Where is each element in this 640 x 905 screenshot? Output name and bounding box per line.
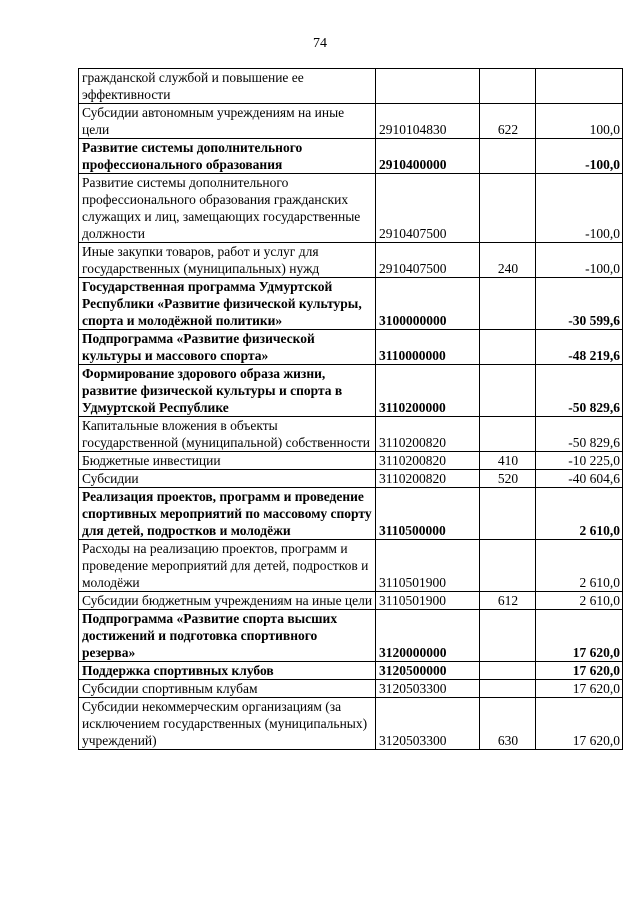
- table-row: [79, 452, 623, 470]
- row-expense-type-cell: [480, 662, 536, 680]
- row-code-cell: 3110200820: [376, 470, 480, 488]
- row-expense-type-cell: [480, 540, 536, 592]
- row-name-cell: гражданской службой и повышение ее эффективности: [79, 69, 376, 104]
- row-code-cell: 2910407500: [376, 174, 480, 243]
- row-expense-type-cell: 410: [480, 452, 536, 470]
- row-expense-type-cell: [480, 365, 536, 417]
- table-row: [79, 174, 623, 243]
- row-expense-type-cell: [480, 680, 536, 698]
- row-code-cell: 2910400000: [376, 139, 480, 174]
- row-expense-type-cell: [480, 174, 536, 243]
- row-expense-type-cell: [480, 69, 536, 104]
- row-code-cell: 3110200820: [376, 452, 480, 470]
- row-amount-cell: 2 610,0: [536, 592, 623, 610]
- row-code-cell: 3100000000: [376, 278, 480, 330]
- row-name-cell: Субсидии некоммерческим организациям (за исключением государственных (муниципальных) учреждений): [79, 698, 376, 750]
- row-expense-type-cell: 240: [480, 243, 536, 278]
- row-name-cell: Субсидии: [79, 470, 376, 488]
- row-name-cell: Реализация проектов, программ и проведение спортивных мероприятий по массовому спорту для детей, подростков и молодёжи: [79, 488, 376, 540]
- row-expense-type-cell: 622: [480, 104, 536, 139]
- table-row: [79, 69, 623, 104]
- row-amount-cell: -10 225,0: [536, 452, 623, 470]
- budget-table: [78, 68, 623, 750]
- row-amount-cell: 17 620,0: [536, 610, 623, 662]
- table-row: [79, 330, 623, 365]
- row-amount-cell: -100,0: [536, 139, 623, 174]
- table-row: [79, 540, 623, 592]
- row-name-cell: Формирование здорового образа жизни, развитие физической культуры и спорта в Удмуртской Республике: [79, 365, 376, 417]
- row-name-cell: Развитие системы дополнительного профессионального образования гражданских служащих и лиц, замещающих государственные должности: [79, 174, 376, 243]
- row-amount-cell: -100,0: [536, 174, 623, 243]
- row-code-cell: 3110501900: [376, 592, 480, 610]
- row-amount-cell: 17 620,0: [536, 662, 623, 680]
- row-amount-cell: -40 604,6: [536, 470, 623, 488]
- row-code-cell: 3120503300: [376, 680, 480, 698]
- row-name-cell: Подпрограмма «Развитие спорта высших достижений и подготовка спортивного резерва»: [79, 610, 376, 662]
- row-expense-type-cell: 612: [480, 592, 536, 610]
- table-row: [79, 365, 623, 417]
- row-amount-cell: 2 610,0: [536, 488, 623, 540]
- budget-table-body: [79, 69, 623, 750]
- row-expense-type-cell: [480, 139, 536, 174]
- table-row: [79, 680, 623, 698]
- row-expense-type-cell: [480, 610, 536, 662]
- row-code-cell: 3110200820: [376, 417, 480, 452]
- row-code-cell: 3110000000: [376, 330, 480, 365]
- row-amount-cell: 17 620,0: [536, 680, 623, 698]
- table-row: [79, 417, 623, 452]
- row-amount-cell: -48 219,6: [536, 330, 623, 365]
- table-row: [79, 104, 623, 139]
- row-name-cell: Поддержка спортивных клубов: [79, 662, 376, 680]
- row-name-cell: Бюджетные инвестиции: [79, 452, 376, 470]
- row-expense-type-cell: 630: [480, 698, 536, 750]
- table-row: [79, 662, 623, 680]
- row-code-cell: 2910104830: [376, 104, 480, 139]
- row-code-cell: 3120000000: [376, 610, 480, 662]
- row-name-cell: Иные закупки товаров, работ и услуг для государственных (муниципальных) нужд: [79, 243, 376, 278]
- row-code-cell: 3110500000: [376, 488, 480, 540]
- row-code-cell: 3110200000: [376, 365, 480, 417]
- row-name-cell: Капитальные вложения в объекты государственной (муниципальной) собственности: [79, 417, 376, 452]
- row-code-cell: 3120500000: [376, 662, 480, 680]
- row-name-cell: Субсидии спортивным клубам: [79, 680, 376, 698]
- row-name-cell: Государственная программа Удмуртской Республики «Развитие физической культуры, спорта и молодёжной политики»: [79, 278, 376, 330]
- row-code-cell: [376, 69, 480, 104]
- row-name-cell: Субсидии бюджетным учреждениям на иные цели: [79, 592, 376, 610]
- table-row: [79, 470, 623, 488]
- row-amount-cell: 2 610,0: [536, 540, 623, 592]
- row-expense-type-cell: 520: [480, 470, 536, 488]
- row-code-cell: 2910407500: [376, 243, 480, 278]
- row-amount-cell: 17 620,0: [536, 698, 623, 750]
- table-row: [79, 488, 623, 540]
- row-amount-cell: -50 829,6: [536, 417, 623, 452]
- table-row: [79, 139, 623, 174]
- row-expense-type-cell: [480, 330, 536, 365]
- row-code-cell: 3120503300: [376, 698, 480, 750]
- row-amount-cell: -100,0: [536, 243, 623, 278]
- row-name-cell: Подпрограмма «Развитие физической культуры и массового спорта»: [79, 330, 376, 365]
- row-name-cell: Развитие системы дополнительного профессионального образования: [79, 139, 376, 174]
- row-expense-type-cell: [480, 278, 536, 330]
- table-row: [79, 243, 623, 278]
- row-code-cell: 3110501900: [376, 540, 480, 592]
- page-number: 74: [313, 36, 327, 51]
- row-expense-type-cell: [480, 417, 536, 452]
- table-row: [79, 698, 623, 750]
- row-expense-type-cell: [480, 488, 536, 540]
- row-amount-cell: -30 599,6: [536, 278, 623, 330]
- table-row: [79, 592, 623, 610]
- row-amount-cell: 100,0: [536, 104, 623, 139]
- row-amount-cell: -50 829,6: [536, 365, 623, 417]
- row-amount-cell: [536, 69, 623, 104]
- row-name-cell: Субсидии автономным учреждениям на иные цели: [79, 104, 376, 139]
- row-name-cell: Расходы на реализацию проектов, программ и проведение мероприятий для детей, подростков и молодёжи: [79, 540, 376, 592]
- table-row: [79, 278, 623, 330]
- table-row: [79, 610, 623, 662]
